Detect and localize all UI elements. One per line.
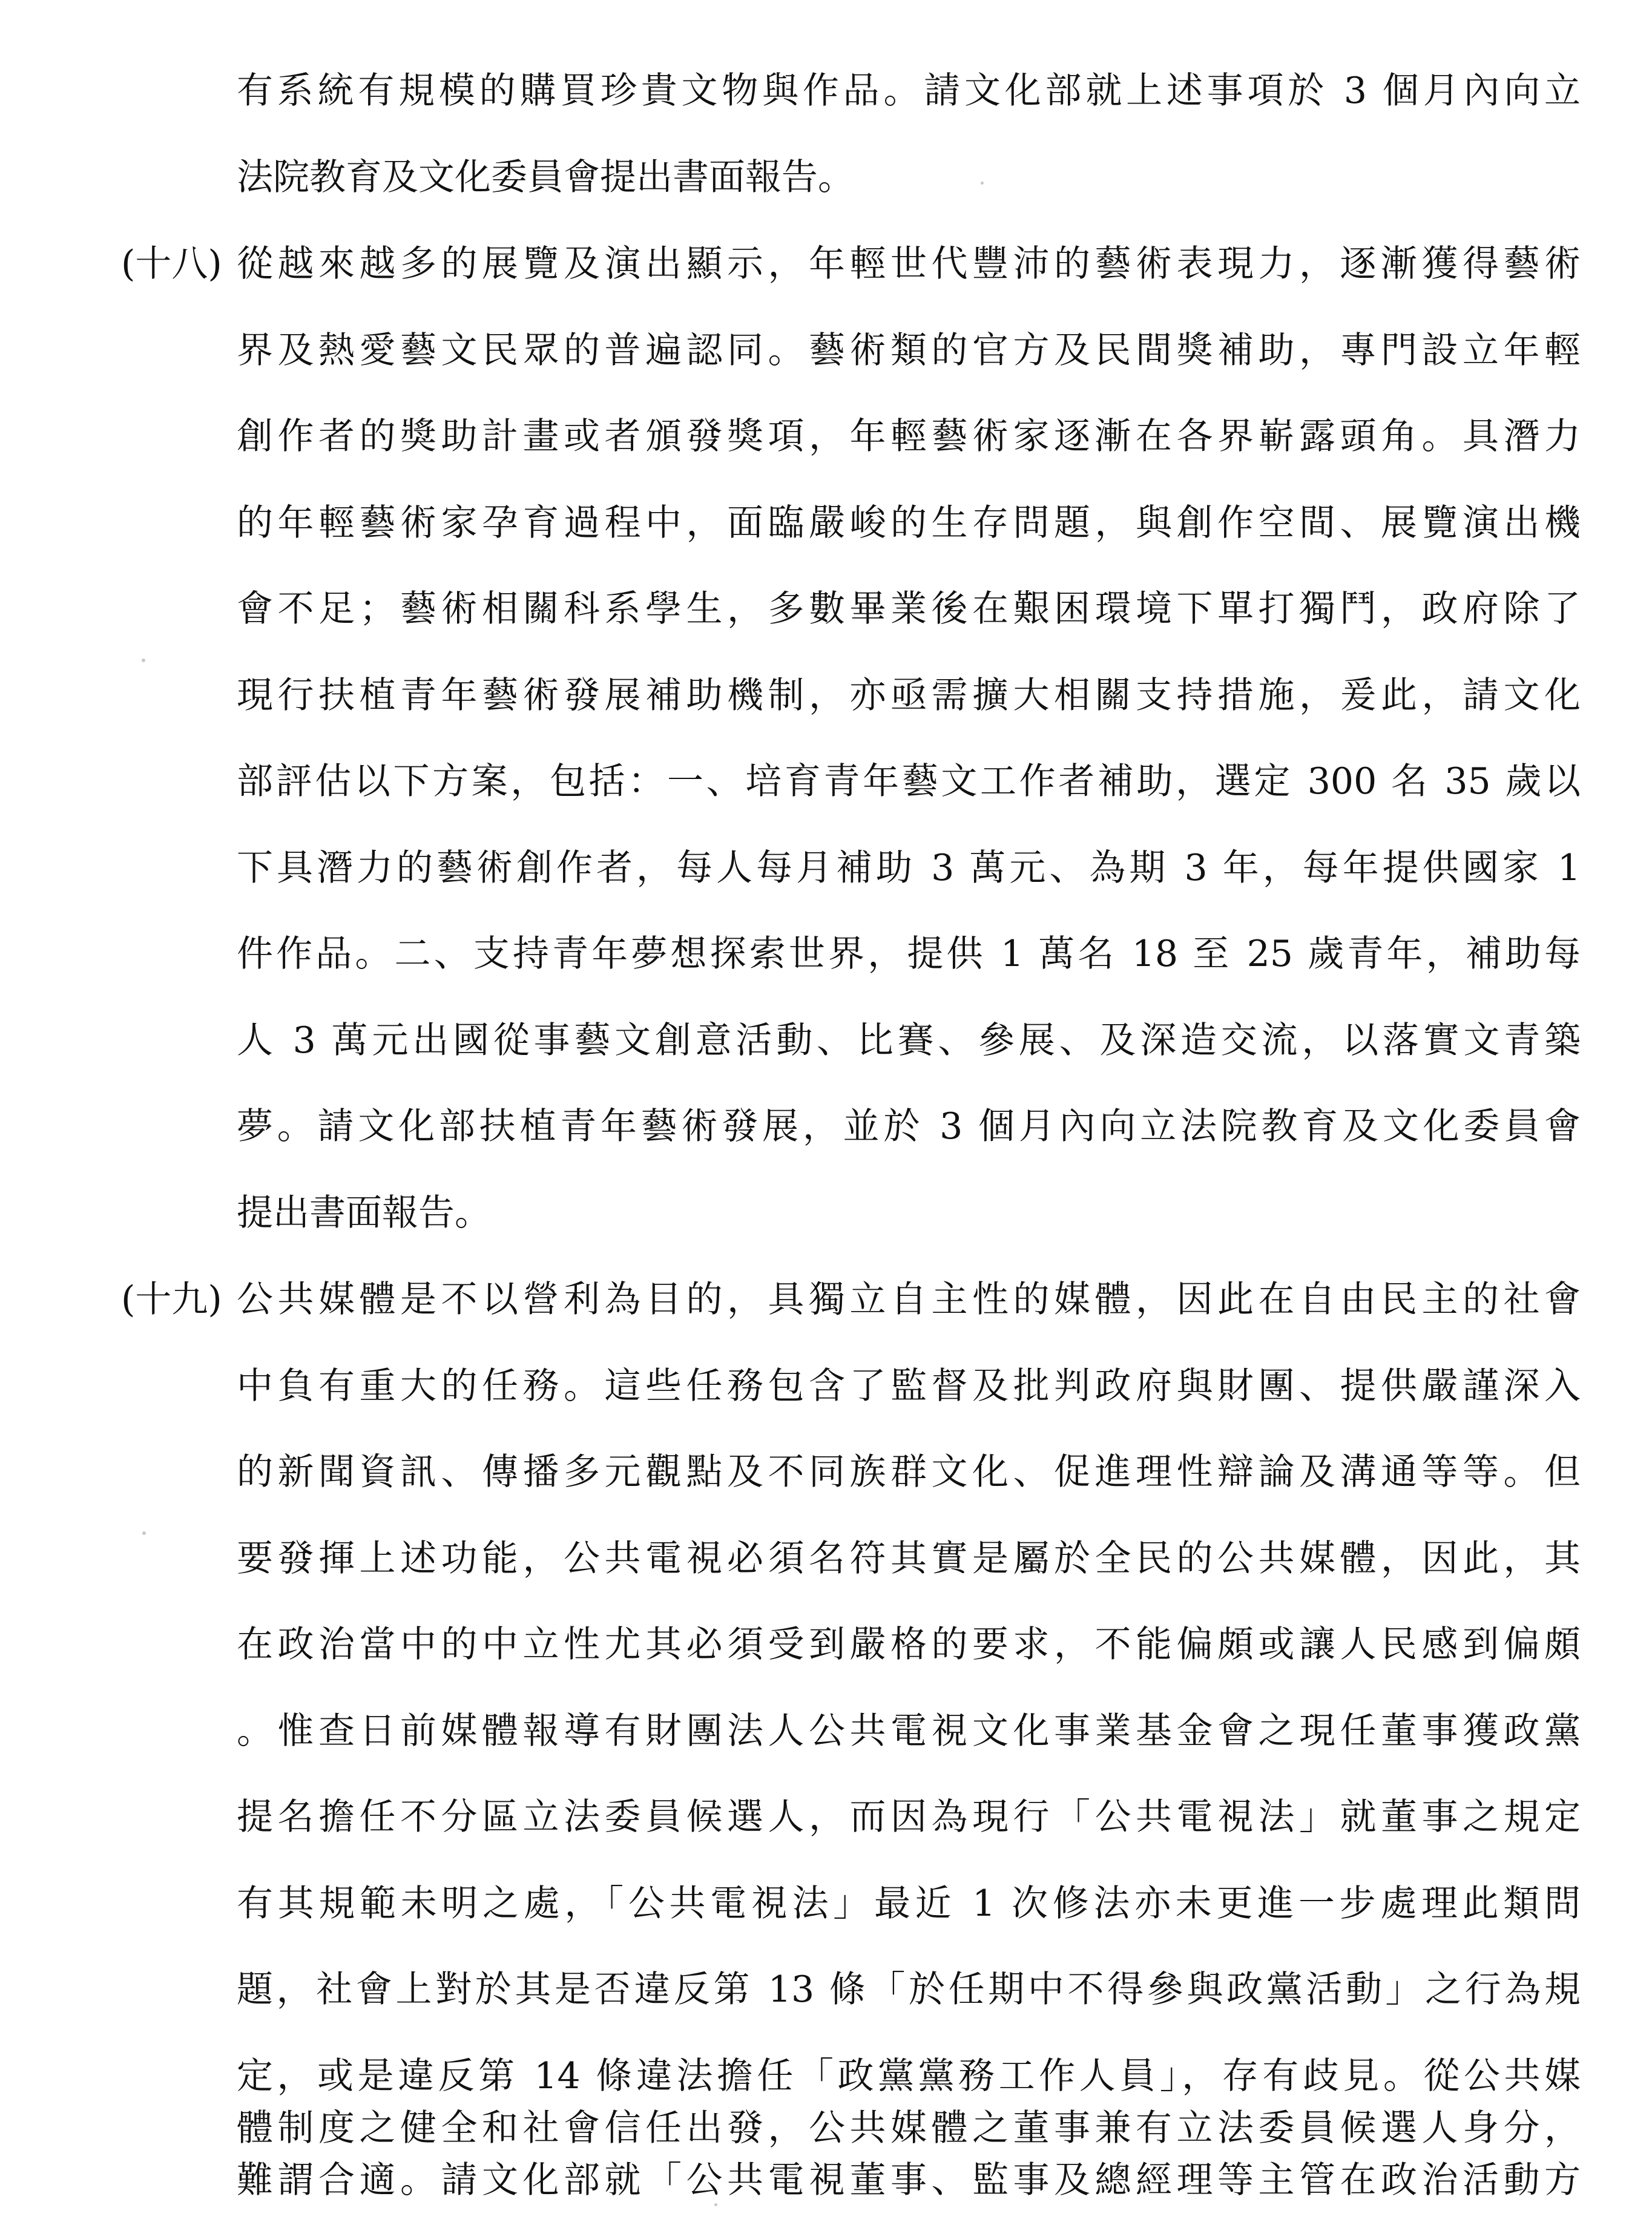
item-marker: (十九) [121,1278,222,1321]
item-line: 創作者的獎助計畫或者頒發獎項，年輕藝術家逐漸在各界嶄露頭角。具潛力 [237,415,1581,458]
item-line: 定，或是違反第 14 條違法擔任「政黨黨務工作人員」，存有歧見。從公共媒 [237,2055,1581,2097]
item-line: 有其規範未明之處，「公共電視法」最近 1 次修法亦未更進一步處理此類問 [237,1882,1581,1925]
scan-speck [142,1531,146,1535]
item-line: 現行扶植青年藝術發展補助機制，亦亟需擴大相關支持措施，爰此，請文化 [237,674,1581,717]
item-line: 提出書面報告。 [237,1192,491,1234]
item-marker: (十八) [121,243,222,285]
scan-speck [981,182,984,185]
item-line: 從越來越多的展覽及演出顯示，年輕世代豐沛的藝術表現力，逐漸獲得藝術 [237,243,1581,285]
item-line: 的年輕藝術家孕育過程中，面臨嚴峻的生存問題，與創作空間、展覽演出機 [237,502,1581,544]
item-line: 中負有重大的任務。這些任務包含了監督及批判政府與財團、提供嚴謹深入 [237,1365,1581,1407]
item-line: 界及熱愛藝文民眾的普遍認同。藝術類的官方及民間獎補助，專門設立年輕 [237,329,1581,372]
item-line: 件作品。二、支持青年夢想探索世界，提供 1 萬名 18 至 25 歲青年，補助每 [237,933,1581,975]
continuation-line-1: 有系統有規模的購買珍貴文物與作品。請文化部就上述事項於 3 個月內向立 [237,70,1581,112]
item-line: 部評估以下方案，包括：一、培育青年藝文工作者補助，選定 300 名 35 歲以 [237,760,1581,803]
item-line: 夢。請文化部扶植青年藝術發展，並於 3 個月內向立法院教育及文化委員會 [237,1105,1581,1148]
item-line: 人 3 萬元出國從事藝文創意活動、比賽、參展、及深造交流，以落實文青築 [237,1019,1581,1062]
item-line: 。惟查日前媒體報導有財團法人公共電視文化事業基金會之現任董事獲政黨 [237,1710,1581,1752]
item-line: 要發揮上述功能，公共電視必須名符其實是屬於全民的公共媒體，因此，其 [237,1537,1581,1580]
scan-speck [714,2203,717,2206]
item-line: 體制度之健全和社會信任出發，公共媒體之董事兼有立法委員候選人身分， [237,2107,1581,2149]
item-line: 在政治當中的中立性尤其必須受到嚴格的要求，不能偏頗或讓人民感到偏頗 [237,1623,1581,1666]
item-line: 提名擔任不分區立法委員候選人，而因為現行「公共電視法」就董事之規定 [237,1796,1581,1838]
item-line: 公共媒體是不以營利為目的，具獨立自主性的媒體，因此在自由民主的社會 [237,1278,1581,1321]
item-line: 下具潛力的藝術創作者，每人每月補助 3 萬元、為期 3 年，每年提供國家 1 [237,847,1581,889]
item-line: 會不足；藝術相關科系學生，多數畢業後在艱困環境下單打獨鬥，政府除了 [237,588,1581,630]
item-line: 難謂合適。請文化部就「公共電視董事、監事及總經理等主管在政治活動方 [237,2159,1581,2201]
continuation-line-2: 法院教育及文化委員會提出書面報告。 [237,156,854,199]
item-line: 的新聞資訊、傳播多元觀點及不同族群文化、促進理性辯論及溝通等等。但 [237,1451,1581,1493]
scan-speck [142,659,145,662]
item-line: 題，社會上對於其是否違反第 13 條「於任期中不得參與政黨活動」之行為規 [237,1968,1581,2011]
